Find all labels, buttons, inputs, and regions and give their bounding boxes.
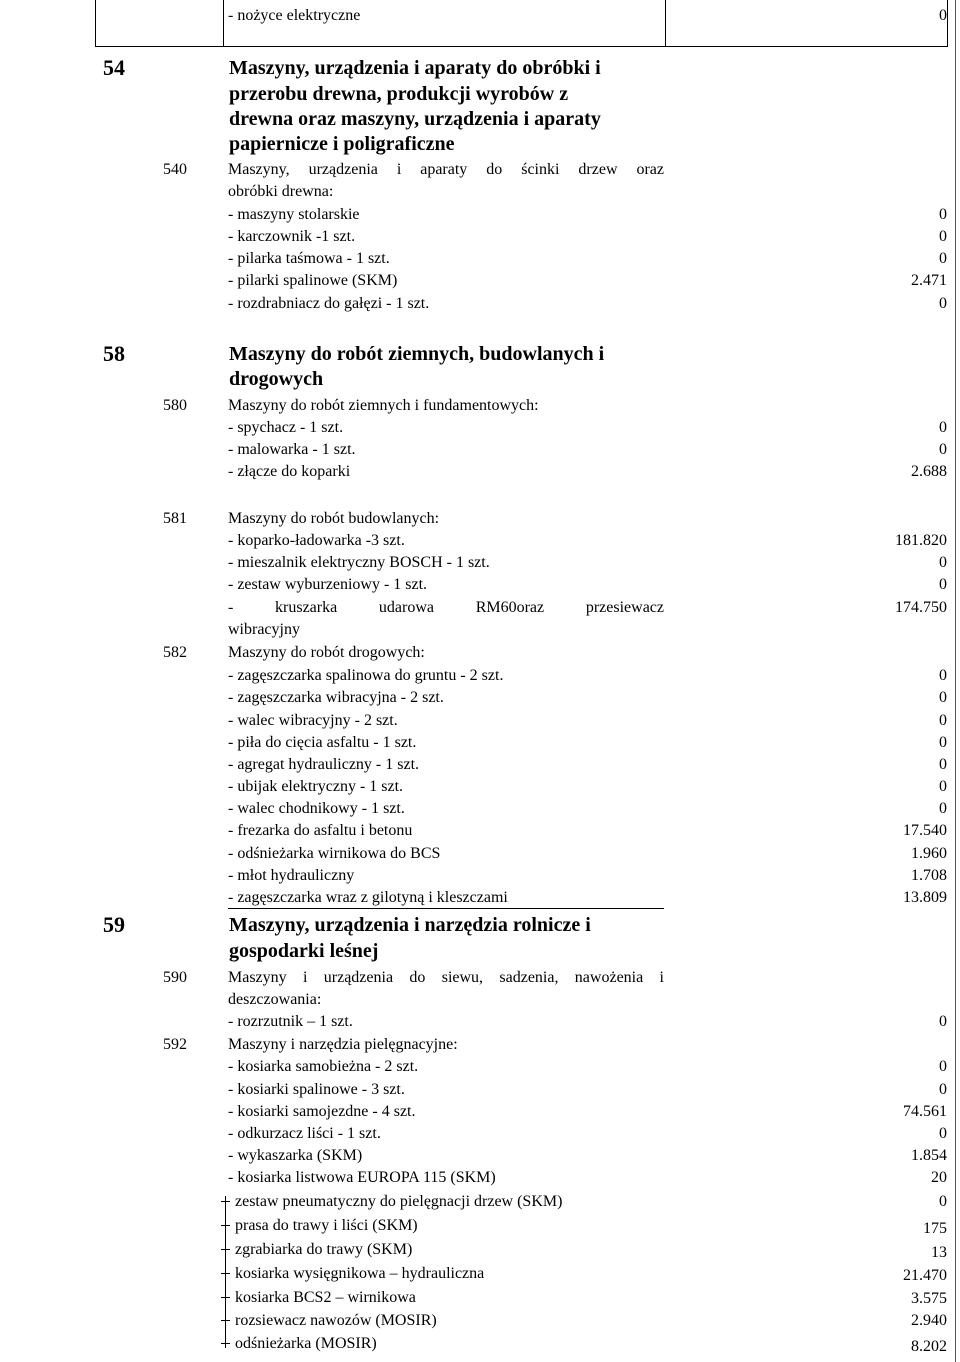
list-item-value: 0 [939,1013,947,1030]
list-item: zgrabiarka do trawy (SKM) [235,1241,413,1258]
group-title-54-line4: papiernicze i poligraficzne [229,133,455,155]
list-item-value: 8.202 [911,1338,947,1355]
list-item-value: 74.561 [903,1103,947,1120]
list-item-value: 1.854 [911,1147,947,1164]
list-item: - maszyny stolarskie [228,206,360,223]
subgroup-title-540-line1: Maszyny, urządzenia i aparaty do ścinki drzew oraz [228,161,664,178]
subgroup-code-582: 582 [163,644,187,661]
left-border [95,0,96,46]
list-item: - pilarka taśmowa - 1 szt. [228,250,390,267]
right-border [947,0,948,46]
list-item-value: 0 [939,689,947,706]
list-item: - złącze do koparki [228,463,351,480]
list-item: - agregat hydrauliczny - 1 szt. [228,756,420,773]
list-item-value: 0 [939,778,947,795]
subgroup-code-590: 590 [163,969,187,986]
list-item-value: 1.960 [911,845,947,862]
list-item-value: 1.708 [911,867,947,884]
list-item-value: 0 [939,712,947,729]
list-item: - piła do cięcia asfaltu - 1 szt. [228,734,417,751]
list-item: - kosiarka samobieżna - 2 szt. [228,1058,419,1075]
list-item: - koparko-ładowarka -3 szt. [228,532,405,549]
list-item: - kosiarki spalinowe - 3 szt. [228,1081,405,1098]
list-item: - mieszalnik elektryczny BOSCH - 1 szt. [228,554,490,571]
list-item-value: 20 [931,1169,947,1186]
group-title-54-line3: drewna oraz maszyny, urządzenia i aparaty [229,108,601,130]
list-item: - wykaszarka (SKM) [228,1147,363,1164]
subgroup-code-580: 580 [163,397,187,414]
list-item: - kruszarka udarowa RM60oraz przesiewacz [228,599,664,616]
list-item: - zagęszczarka wibracyjna - 2 szt. [228,689,444,706]
list-item-value: 13.809 [903,889,947,906]
subgroup-title-581: Maszyny do robót budowlanych: [228,510,440,527]
list-item: kosiarka BCS2 – wirnikowa [235,1289,416,1306]
group-title-59-line2: gospodarki leśnej [229,940,379,962]
list-item-value: 175 [923,1220,947,1237]
list-item: prasa do trawy i liści (SKM) [235,1217,418,1234]
list-item-value: 2.940 [911,1312,947,1329]
subgroup-title-582: Maszyny do robót drogowych: [228,644,425,661]
tick-rail [225,1196,226,1348]
list-item-value: 0 [939,206,947,223]
page-edge [955,0,956,1362]
list-item: - zagęszczarka wraz z gilotyną i kleszczami [228,889,508,906]
list-item-value: 21.470 [903,1267,947,1284]
subgroup-title-540-line2: obróbki drewna: [228,183,334,200]
list-item-value: 0 [939,228,947,245]
list-item-value: 181.820 [895,532,947,549]
list-item: - zestaw wyburzeniowy - 1 szt. [228,576,428,593]
list-item: - zagęszczarka spalinowa do gruntu - 2 szt. [228,667,504,684]
list-item-value: 174.750 [895,599,947,616]
row-separator [95,46,948,47]
list-item: - rozdrabniacz do gałęzi - 1 szt. [228,295,430,312]
subgroup-code-592: 592 [163,1036,187,1053]
group-number-58: 58 [103,341,125,366]
list-item: - młot hydrauliczny [228,867,355,884]
list-item: zestaw pneumatyczny do pielęgnacji drzew (SKM) [235,1193,563,1210]
list-item-value: 0 [939,1058,947,1075]
list-item-value: 0 [939,1193,947,1210]
list-item: kosiarka wysięgnikowa – hydrauliczna [235,1265,485,1282]
list-item: - odkurzacz liści - 1 szt. [228,1125,381,1142]
list-item-value: 0 [939,800,947,817]
list-item: - walec chodnikowy - 1 szt. [228,800,405,817]
list-item: - rozrzutnik – 1 szt. [228,1013,353,1030]
top-item-label: - nożyce elektryczne [228,7,361,24]
group-number-54: 54 [103,55,125,80]
list-item: - pilarki spalinowe (SKM) [228,272,398,289]
list-item: - kosiarki samojezdne - 4 szt. [228,1103,416,1120]
subgroup-title-592: Maszyny i narzędzia pielęgnacyjne: [228,1036,458,1053]
subgroup-code-540: 540 [163,161,187,178]
list-item-value: 17.540 [903,822,947,839]
list-item-value: 0 [939,1125,947,1142]
group-title-58-line1: Maszyny do robót ziemnych, budowlanych i [229,343,605,365]
list-item: - walec wibracyjny - 2 szt. [228,712,398,729]
list-item: - odśnieżarka wirnikowa do BCS [228,845,441,862]
subgroup-title-580: Maszyny do robót ziemnych i fundamentowych: [228,397,539,414]
list-item-value: 0 [939,756,947,773]
group-title-54-line2: przerobu drewna, produkcji wyrobów z [229,83,569,105]
list-item: odśnieżarka (MOSIR) [235,1335,377,1352]
list-item-value: 0 [939,554,947,571]
list-item-value: 0 [939,419,947,436]
list-item-value: 0 [939,441,947,458]
row-separator [228,908,664,909]
list-item-value: 0 [939,734,947,751]
list-item-value: 3.575 [911,1290,947,1307]
list-item: - kosiarka listwowa EUROPA 115 (SKM) [228,1169,496,1186]
value-column-divider [665,0,666,46]
group-number-59: 59 [103,912,125,937]
group-title-59-line1: Maszyny, urządzenia i narzędzia rolnicze i [229,914,591,936]
list-item-value: 0 [939,576,947,593]
subgroup-title-590-line1: Maszyny i urządzenia do siewu, sadzenia, nawożenia i [228,969,664,986]
list-item-value: 2.471 [911,272,947,289]
group-title-54-line1: Maszyny, urządzenia i aparaty do obróbki i [229,57,601,79]
list-item: - ubijak elektryczny - 1 szt. [228,778,404,795]
group-title-58-line2: drogowych [229,368,324,390]
list-item: - spychacz - 1 szt. [228,419,344,436]
list-item-value: 0 [939,295,947,312]
list-item: - karczownik -1 szt. [228,228,356,245]
list-item-value: 0 [939,667,947,684]
list-item: rozsiewacz nawozów (MOSIR) [235,1312,437,1329]
list-item: - frezarka do asfaltu i betonu [228,822,413,839]
subgroup-title-590-line2: deszczowania: [228,991,322,1008]
subgroup-code-581: 581 [163,510,187,527]
list-item-value: 0 [939,250,947,267]
column-divider [223,0,224,46]
list-item-value: 2.688 [911,463,947,480]
list-item-value: 13 [931,1244,947,1261]
top-item-value: 0 [939,7,947,24]
list-item-value: 0 [939,1081,947,1098]
list-item-continuation: wibracyjny [228,621,300,638]
list-item: - malowarka - 1 szt. [228,441,356,458]
